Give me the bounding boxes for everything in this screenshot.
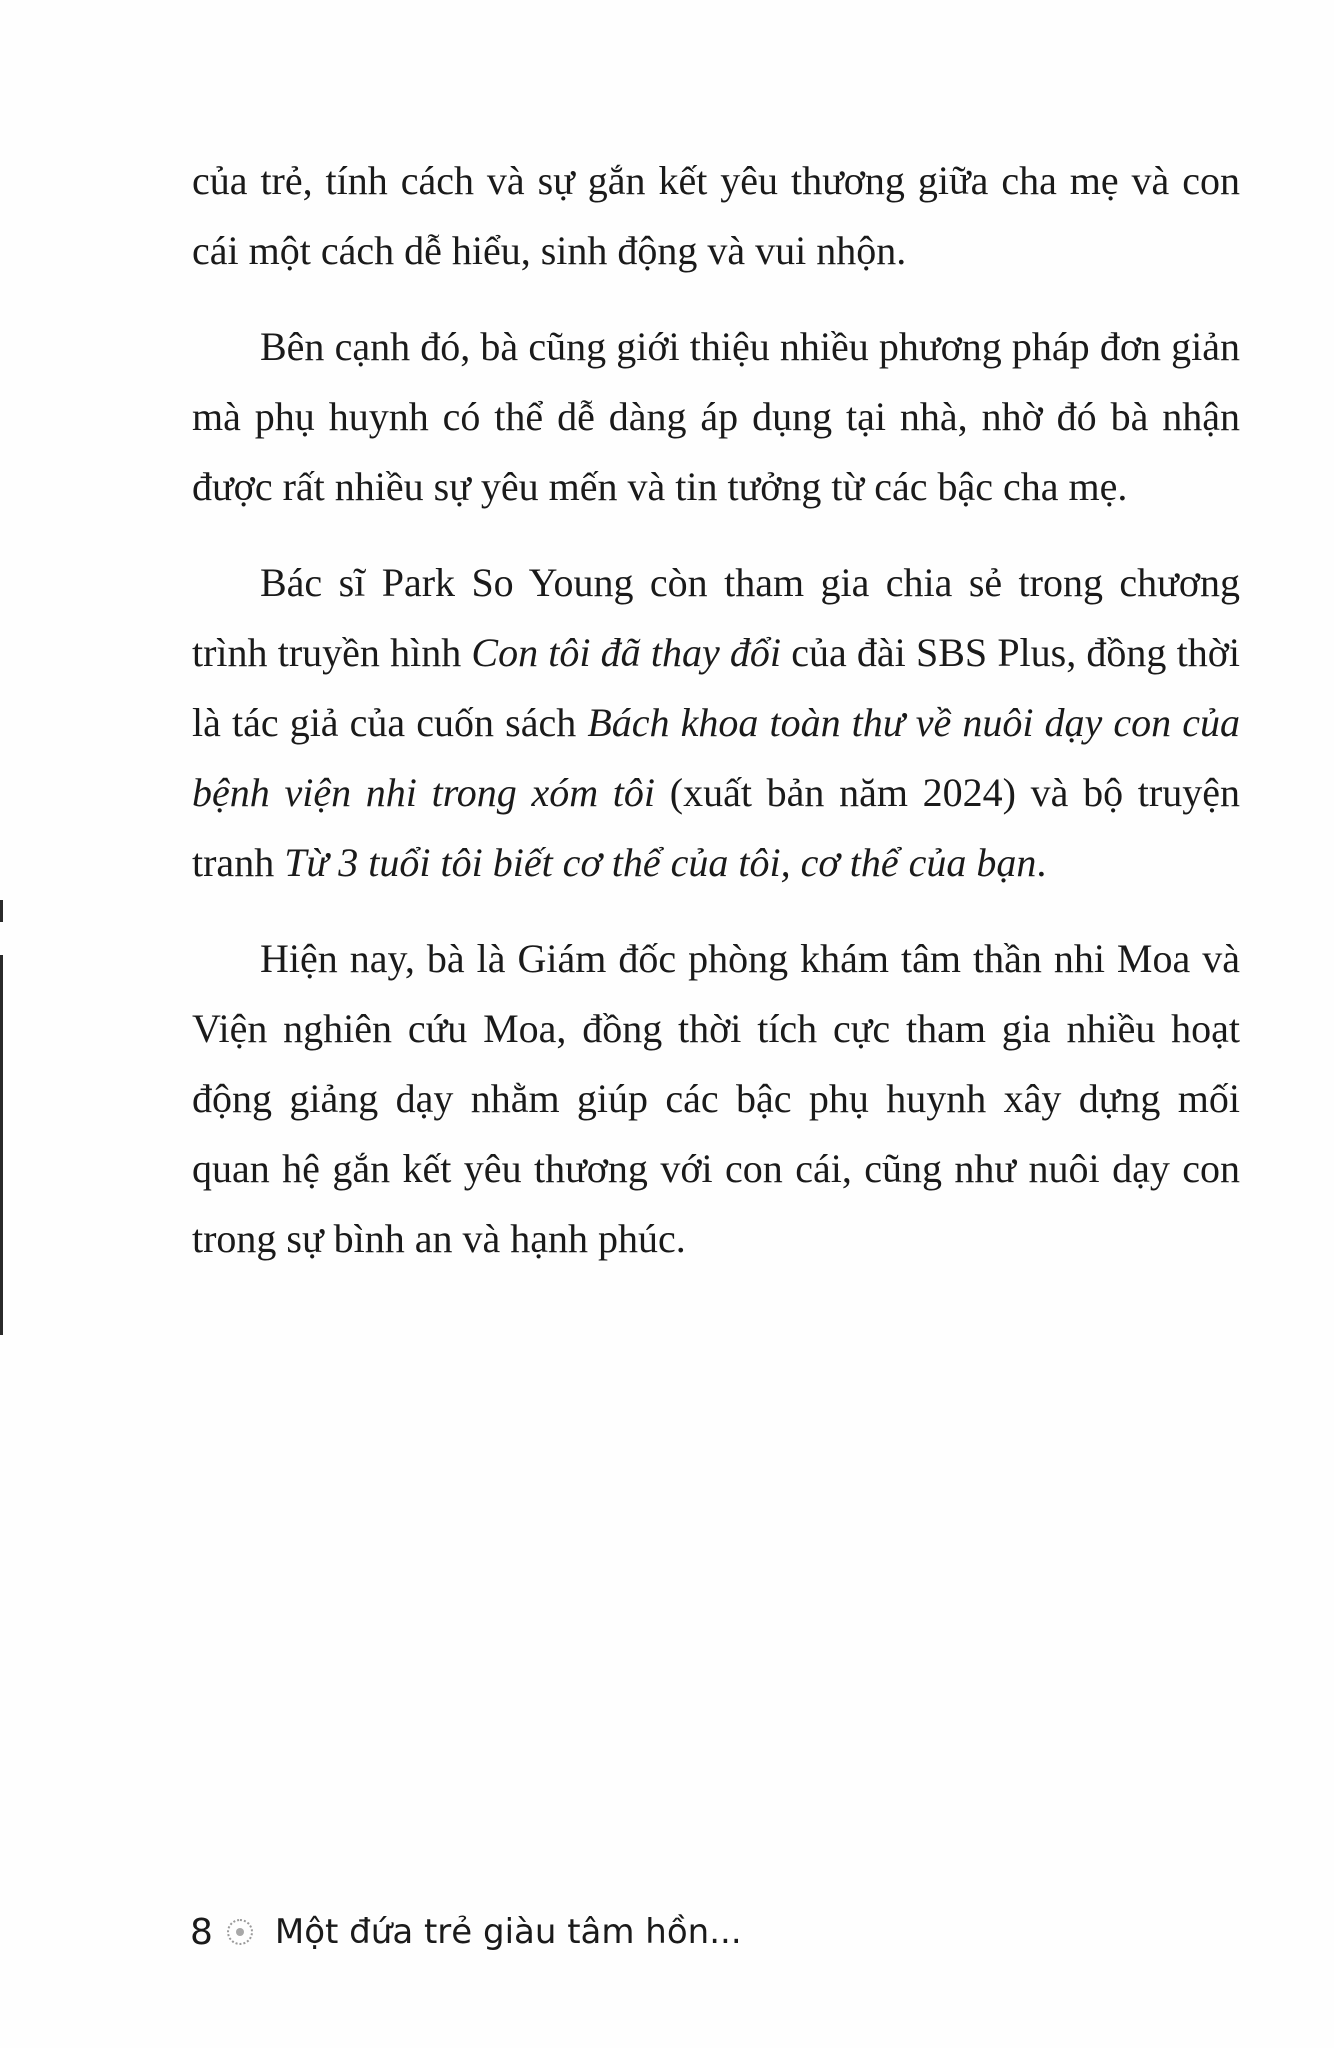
page-number: 8 [190,1911,213,1953]
paragraph-text: (xuất bản năm 2024) và bộ truyện tranh [192,770,1240,885]
paragraph [192,548,1240,898]
paragraph-text: Bác sĩ Park So Young còn tham gia chia sẻ trong chương trình truyền hình [192,560,1240,675]
italic-title-text: Bách khoa toàn thư về nuôi dạy con của bệnh viện nhi trong xóm tôi [192,700,1240,815]
page-footer [190,1902,742,1962]
dotted-circle-icon [227,1919,253,1945]
paragraph-text: của trẻ, tính cách và sự gắn kết yêu thương giữa cha mẹ và con cái một cách dễ hiểu, sinh động và vui nhộn. [192,158,1240,273]
running-title: Một đứa trẻ giàu tâm hồn... [274,1912,742,1952]
paragraph [192,312,1240,522]
italic-title-text: Con tôi đã thay đổi [471,630,782,675]
paragraph [192,146,1240,286]
paragraph-text: . [1036,840,1047,885]
paragraph [192,924,1240,1274]
paragraph-text: của đài SBS Plus, đồng thời là tác giả của cuốn sách [192,630,1240,745]
page-edge-mark [0,955,3,1335]
paragraph-text: Hiện nay, bà là Giám đốc phòng khám tâm thần nhi Moa và Viện nghiên cứu Moa, đồng thời tích cực tham gia nhiều hoạt động giảng dạy nhằm giúp các bậc phụ huynh xây dựng mối quan hệ gắn kết yêu thương với con cái, cũng như nuôi dạy con trong sự bình an và hạnh phúc. [192,936,1240,1261]
italic-title-text: Từ 3 tuổi tôi biết cơ thể của tôi, cơ thể của bạn [284,840,1037,885]
paragraph-text: Bên cạnh đó, bà cũng giới thiệu nhiều phương pháp đơn giản mà phụ huynh có thể dễ dàng áp dụng tại nhà, nhờ đó bà nhận được rất nhiều sự yêu mến và tin tưởng từ các bậc cha mẹ. [192,324,1240,509]
body-text [192,146,1240,1300]
page-edge-mark [0,900,3,922]
